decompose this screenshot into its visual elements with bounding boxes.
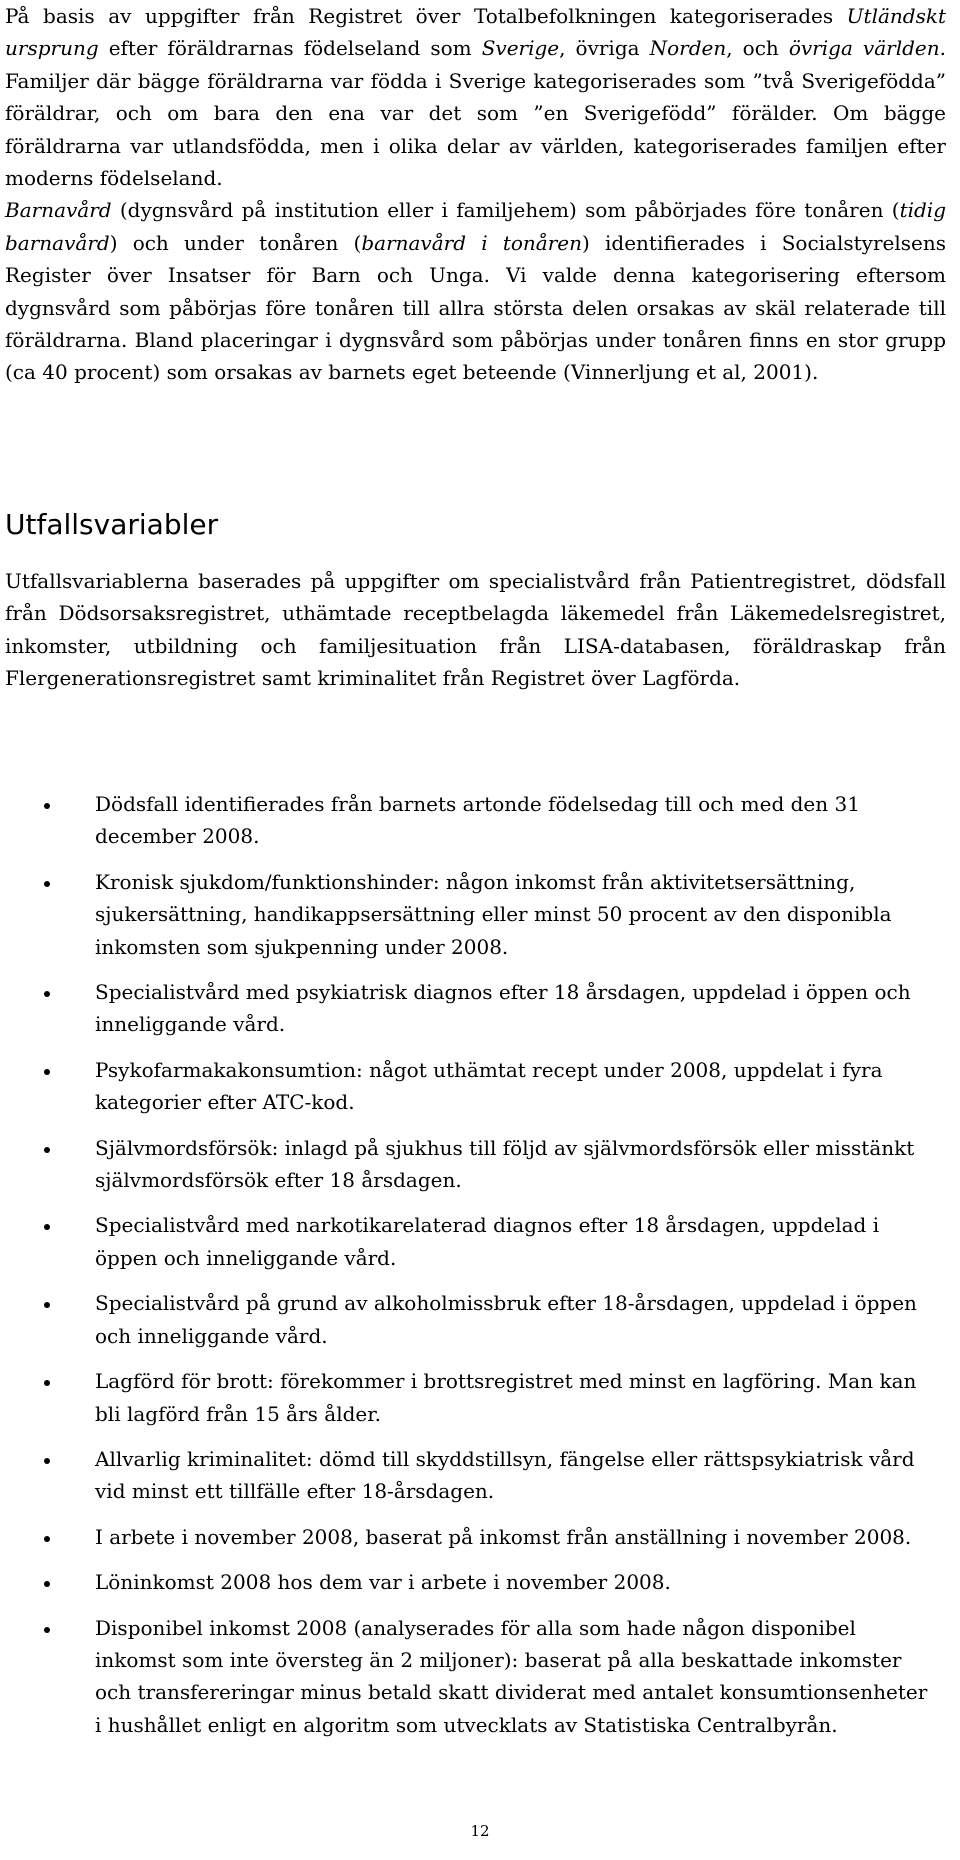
bullet-icon <box>44 1224 50 1230</box>
italic-term: Norden <box>649 36 727 61</box>
bullet-icon <box>44 991 50 997</box>
list-item-text: Psykofarmakakonsumtion: något uthämtat recept under 2008, uppdelat i fyra kategorier efter ATC-kod. <box>95 1057 883 1115</box>
list-item-text: Kronisk sjukdom/funktionshinder: någon inkomst från aktivitetsersättning, sjukersättning, handikappsersättning eller minst 50 procent av den disponibla inkomsten som sjukpenning under 2008. <box>95 869 892 959</box>
bullet-icon <box>44 1536 50 1542</box>
section-heading: Utfallsvariabler <box>5 508 219 541</box>
outcome-variables-paragraph: Utfallsvariablerna baserades på uppgifter om specialistvård från Patientregistret, dödsfall från Dödsorsaksregistret, uthämtade receptbelagda läkemedel från Läkemedelsregistret, inkomster, utbildning och familjesituation från LISA-databasen, föräldraskap från Flergenerationsregistret samt kriminalitet från Registret över Lagförda. <box>5 569 946 691</box>
list-item-text: Specialistvård på grund av alkoholmissbruk efter 18-årsdagen, uppdelad i öppen och inneliggande vård. <box>95 1291 917 1348</box>
list-item-text: Disponibel inkomst 2008 (analyserades för alla som hade någon disponibel inkomst som inte översteg än 2 miljoner): baserat på alla beskattade inkomster och transfereringar minus betald skatt dividerat med antalet konsumtionsenheter i hushållet enligt en algoritm som utvecklats av Statistiska Centralbyrån. <box>95 1615 928 1737</box>
paragraph-text: ) och under tonåren ( <box>109 230 362 255</box>
paragraph-text: . Familjer där bägge föräldrarna var födda i Sverige kategoriserades som ”två Sverigefödda” föräldrar, och om bara den ena var det som ”en Sverigefödd” förälder. Om bägge föräldrarna var utlandsfödda, men i olika delar av världen, kategoriserades familjen efter moderns födelseland. <box>5 36 946 191</box>
list-item-text: Självmordsförsök: inlagd på sjukhus till följd av självmordsförsök eller misstänkt självmordsförsök efter 18 årsdagen. <box>95 1135 915 1193</box>
list-item <box>0 1521 960 1553</box>
bullet-icon <box>44 1069 50 1075</box>
italic-term: barnavård i tonåren <box>361 230 582 255</box>
italic-term: övriga världen <box>788 36 940 61</box>
list-item <box>0 1612 960 1742</box>
list-item <box>0 788 960 853</box>
list-item-text: Dödsfall identifierades från barnets artonde födelsedag till och med den 31 december 2008. <box>95 792 860 849</box>
paragraph-text: , övriga <box>559 36 650 61</box>
paragraph-origin <box>5 0 946 194</box>
list-item <box>0 1132 960 1197</box>
bullet-icon <box>44 881 50 887</box>
bullet-icon <box>44 1380 50 1386</box>
bullet-icon <box>44 1302 50 1308</box>
list-item <box>0 866 960 963</box>
paragraph-text: efter föräldrarnas födelseland som <box>98 36 482 61</box>
list-item <box>0 1566 960 1598</box>
list-item-text: Löninkomst 2008 hos dem var i arbete i november 2008. <box>95 1570 671 1595</box>
italic-term: Utländskt ursprung <box>5 4 946 61</box>
list-item <box>0 976 960 1041</box>
italic-term: tidig barnavård <box>5 198 946 255</box>
italic-term: Sverige <box>481 36 560 61</box>
bullet-icon <box>44 1147 50 1153</box>
list-item-text: I arbete i november 2008, baserat på inkomst från anställning i november 2008. <box>95 1524 912 1549</box>
paragraph-text: ) identifierades i Socialstyrelsens Register över Insatser för Barn och Unga. Vi valde denna kategorisering eftersom dygnsvård som påbörjas före tonåren till allra största delen orsakas av skäl relaterade till föräldrarna. Bland placeringar i dygnsvård som påbörjas under tonåren finns en stor grupp (ca 40 procent) som orsakas av barnets eget beteende (Vinnerljung et al, 2001). <box>5 230 946 385</box>
list-item <box>0 1054 960 1119</box>
list-item-text: Allvarlig kriminalitet: dömd till skyddstillsyn, fängelse eller rättspsykiatrisk vård vid minst ett tillfälle efter 18-årsdagen. <box>95 1446 915 1504</box>
list-item-text: Specialistvård med narkotikarelaterad diagnos efter 18 årsdagen, uppdelad i öppen och inneliggande vård. <box>95 1213 880 1270</box>
list-item <box>0 1209 960 1274</box>
list-item-text: Specialistvård med psykiatrisk diagnos efter 18 årsdagen, uppdelad i öppen och inneliggande vård. <box>95 980 911 1037</box>
list-item-text: Lagförd för brott: förekommer i brottsregistret med minst en lagföring. Man kan bli lagförd från 15 års ålder. <box>95 1369 917 1426</box>
paragraph-child-care <box>5 194 946 388</box>
outcome-list <box>0 788 960 1754</box>
list-item <box>0 1443 960 1508</box>
bullet-icon <box>44 1581 50 1587</box>
bullet-icon <box>44 1458 50 1464</box>
page-number: 12 <box>470 1822 490 1840</box>
paragraph-text: På basis av uppgifter från Registret över Totalbefolkningen kategoriserades <box>5 4 847 28</box>
bullet-icon <box>44 1627 50 1633</box>
list-item <box>0 1287 960 1352</box>
paragraph-text: , och <box>726 36 789 61</box>
italic-term: Barnavård <box>5 198 112 223</box>
paragraph-text: (dygnsvård på institution eller i familjehem) som påbörjades före tonåren ( <box>111 198 900 223</box>
intro-section <box>0 0 960 389</box>
bullet-icon <box>44 803 50 809</box>
list-item <box>0 1365 960 1430</box>
